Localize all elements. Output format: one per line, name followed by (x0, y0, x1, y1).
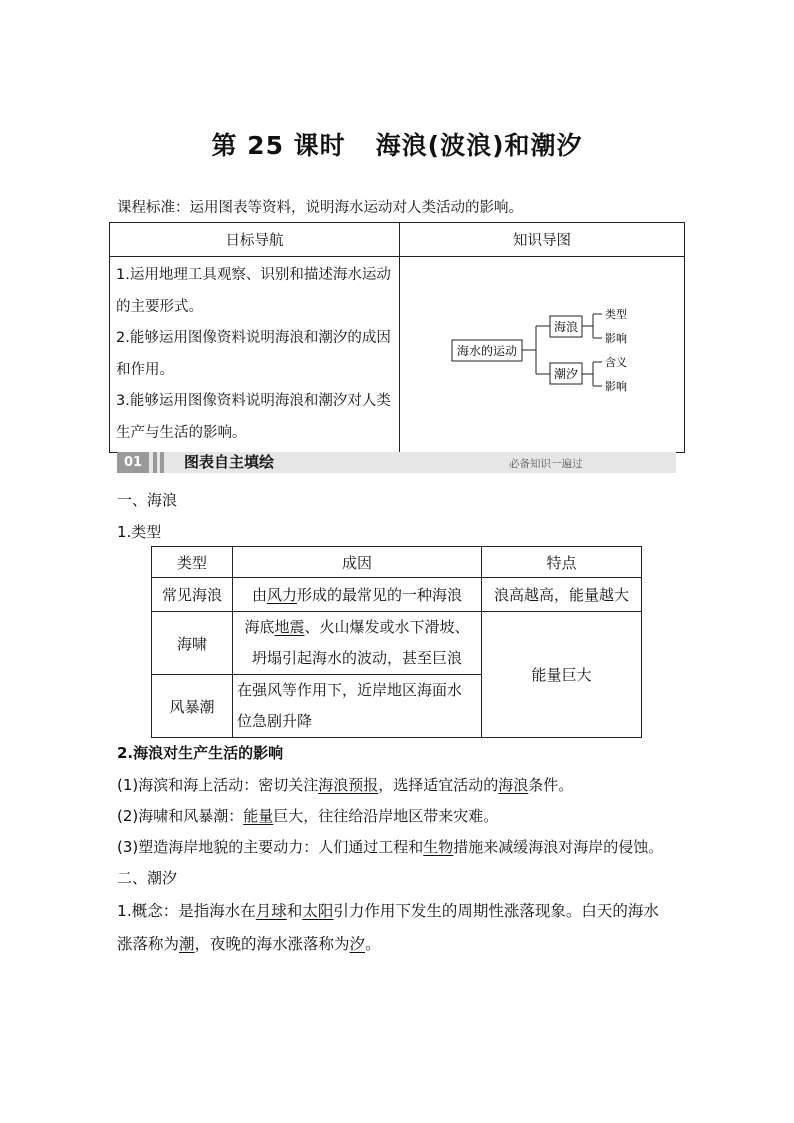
objectives-header-goals: 日标导航 (110, 223, 400, 257)
table-row (152, 578, 642, 612)
section-number: 01 (117, 452, 149, 473)
section-banner (117, 452, 676, 473)
cause-cell: 海底地震、火山爆发或水下滑坡、 坍塌引起海水的波动，甚至巨浪 (233, 612, 482, 675)
mindmap-diagram (400, 257, 684, 443)
subheading-impacts: 2.海浪对生产生活的影响 (117, 744, 284, 762)
impact-item: (3)塑造海岸地貌的主要动力：人们通过工程和生物措施来减缓海浪对海岸的侵蚀。 (117, 838, 664, 856)
feature-cell: 浪高越高，能量越大 (482, 578, 642, 612)
title-lesson: 第 25 课时 (211, 131, 346, 160)
mindmap-connector (582, 362, 602, 386)
wave-types-table (151, 546, 642, 738)
impact-item: (2)海啸和风暴潮：能量巨大，往往给沿岸地区带来灾难。 (117, 807, 499, 825)
mindmap-leaf: 类型 (605, 308, 627, 321)
impact-item: (1)海滨和海上活动：密切关注海浪预报，选择适宜活动的海浪条件。 (117, 776, 574, 794)
table-row (152, 612, 642, 675)
section-divider (153, 452, 157, 473)
objectives-table (109, 222, 685, 453)
cause-cell: 由风力形成的最常见的一种海浪 (233, 578, 482, 612)
table-header: 成因 (233, 547, 482, 578)
section-title: 图表自主填绘 (184, 453, 275, 471)
type-cell: 海啸 (152, 612, 233, 675)
mindmap-connector (582, 314, 602, 338)
course-standard: 课程标准：运用图表等资料，说明海水运动对人类活动的影响。 (117, 200, 523, 216)
mindmap-leaf: 影响 (605, 332, 627, 345)
mindmap-branch-tides: 潮汐 (553, 367, 579, 381)
objectives-header-map: 知识导图 (400, 223, 685, 257)
goal-item: 2.能够运用图像资料说明海浪和潮汐的成因和作用。 (116, 330, 391, 378)
feature-cell: 能量巨大 (482, 612, 642, 738)
cause-cell: 在强风等作用下，近岸地区海面水 位急剧升降 (233, 675, 482, 738)
tide-concept-line: 涨落称为潮，夜晚的海水涨落称为汐。 (117, 935, 381, 953)
goal-item: 3.能够运用图像资料说明海浪和潮汐对人类生产与生活的影响。 (116, 393, 391, 441)
type-cell: 常见海浪 (152, 578, 233, 612)
tide-concept-line: 1.概念：是指海水在月球和太阳引力作用下发生的周期性涨落现象。白天的海水 (117, 902, 659, 920)
heading-waves: 一、海浪 (117, 491, 178, 509)
section-note: 必备知识一遍过 (509, 458, 583, 470)
mindmap-leaf: 影响 (605, 380, 627, 393)
title-topic: 海浪(波浪)和潮汐 (375, 131, 583, 160)
type-cell: 风暴潮 (152, 675, 233, 738)
table-header: 特点 (482, 547, 642, 578)
mindmap-branch-waves: 海浪 (553, 320, 579, 334)
mindmap-root: 海水的运动 (456, 344, 518, 358)
goal-item: 1.运用地理工具观察、识别和描述海水运动的主要形式。 (116, 267, 391, 315)
mindmap-leaf: 含义 (605, 356, 627, 369)
mindmap-cell (400, 257, 685, 453)
section-divider (160, 452, 164, 473)
page-title (0, 126, 794, 162)
goals-cell (110, 257, 400, 453)
mindmap-connector (522, 326, 550, 374)
table-header: 类型 (152, 547, 233, 578)
subheading-types: 1.类型 (117, 523, 162, 541)
heading-tides: 二、潮汐 (117, 869, 178, 887)
